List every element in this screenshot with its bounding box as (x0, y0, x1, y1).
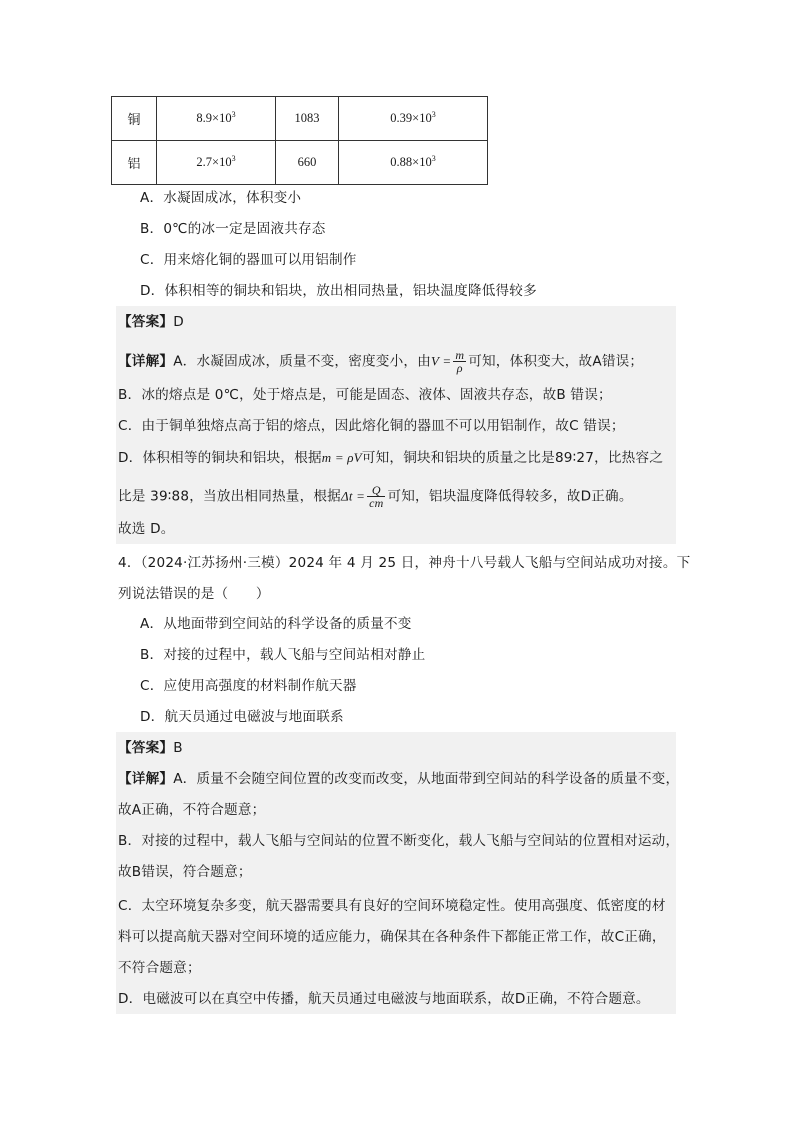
density-cell: $2.7\times 10^3$ (157, 141, 276, 185)
q3-detail-a: 【详解】A．水凝固成冰，质量不变，密度变小，由V = $\frac{m}{\rho}$ 可知，体积变大，故A错误； (118, 348, 644, 375)
q3-detail-d-line2: 比是 39∶88，当放出相同热量，根据Δt = $\frac{Q}{cm}$ 可知，铝块温度降低得较多，故D正确。 (118, 483, 633, 510)
q4-detail-line: 不符合题意； (118, 960, 201, 976)
q3-option-c: C．用来熔化铜的器皿可以用铝制作 (140, 252, 357, 268)
q4-option-d: D．航天员通过电磁波与地面联系 (140, 709, 344, 725)
q3-option-b: B．0℃的冰一定是固液共存态 (140, 221, 326, 237)
material-properties-table (111, 96, 488, 185)
specific-heat-cell: $0.88\times 10^3$ (339, 141, 488, 185)
specific-heat-cell: $0.39\times 10^3$ (339, 97, 488, 141)
q3-conclusion: 故选 D。 (118, 521, 175, 537)
q4-option-a: A．从地面带到空间站的科学设备的质量不变 (140, 616, 412, 632)
q4-stem-line1: 4．（2024·江苏扬州·三模）2024 年 4 月 25 日，神舟十八号载人飞船与空间站成功对接。下 (118, 555, 691, 571)
q4-option-b: B．对接的过程中，载人飞船与空间站相对静止 (140, 647, 426, 663)
q3-option-a: A．水凝固成冰，体积变小 (140, 190, 302, 206)
melting-point-cell: 660 (276, 141, 339, 185)
density-cell: $8.9\times 10^3$ (157, 97, 276, 141)
material-name: 铜 (112, 97, 157, 141)
table-row (112, 97, 488, 141)
table-row (112, 141, 488, 185)
q4-option-c: C．应使用高强度的材料制作航天器 (140, 678, 357, 694)
q4-detail-line: B．对接的过程中，载人飞船与空间站的位置不断变化，载人飞船与空间站的位置相对运动， (118, 833, 680, 849)
q4-detail-line: 故A正确，不符合题意； (118, 802, 266, 818)
q4-detail-line: 料可以提高航天器对空间环境的适应能力，确保其在各种条件下都能正常工作，故C正确， (118, 929, 666, 945)
q3-option-d: D．体积相等的铜块和铝块，放出相同热量，铝块温度降低得较多 (140, 283, 537, 299)
q4-detail-line: D．电磁波可以在真空中传播，航天员通过电磁波与地面联系，故D正确，不符合题意。 (118, 991, 650, 1007)
q4-detail-line: 故B错误，符合题意； (118, 864, 252, 880)
melting-point-cell: 1083 (276, 97, 339, 141)
q3-detail-c: C．由于铜单独熔点高于铝的熔点，因此熔化铜的器皿不可以用铝制作，故C 错误； (118, 418, 625, 434)
q4-stem-line2: 列说法错误的是（ ） (118, 586, 270, 602)
q4-answer: 【答案】B (118, 740, 183, 756)
material-name: 铝 (112, 141, 157, 185)
q3-detail-d-line1: D．体积相等的铜块和铝块，根据m = ρV可知，铜块和铝块的质量之比是89∶27，比热容之 (118, 450, 664, 466)
q4-detail-line: C．太空环境复杂多变，航天器需要具有良好的空间环境稳定性。使用高强度、低密度的材 (118, 898, 666, 914)
q3-answer: 【答案】D (118, 314, 184, 330)
q3-detail-b: B．冰的熔点是 0℃，处于熔点是，可能是固态、液体、固液共存态，故B 错误； (118, 387, 612, 403)
q4-detail-line: 【详解】A．质量不会随空间位置的改变而改变，从地面带到空间站的科学设备的质量不变， (118, 771, 680, 787)
